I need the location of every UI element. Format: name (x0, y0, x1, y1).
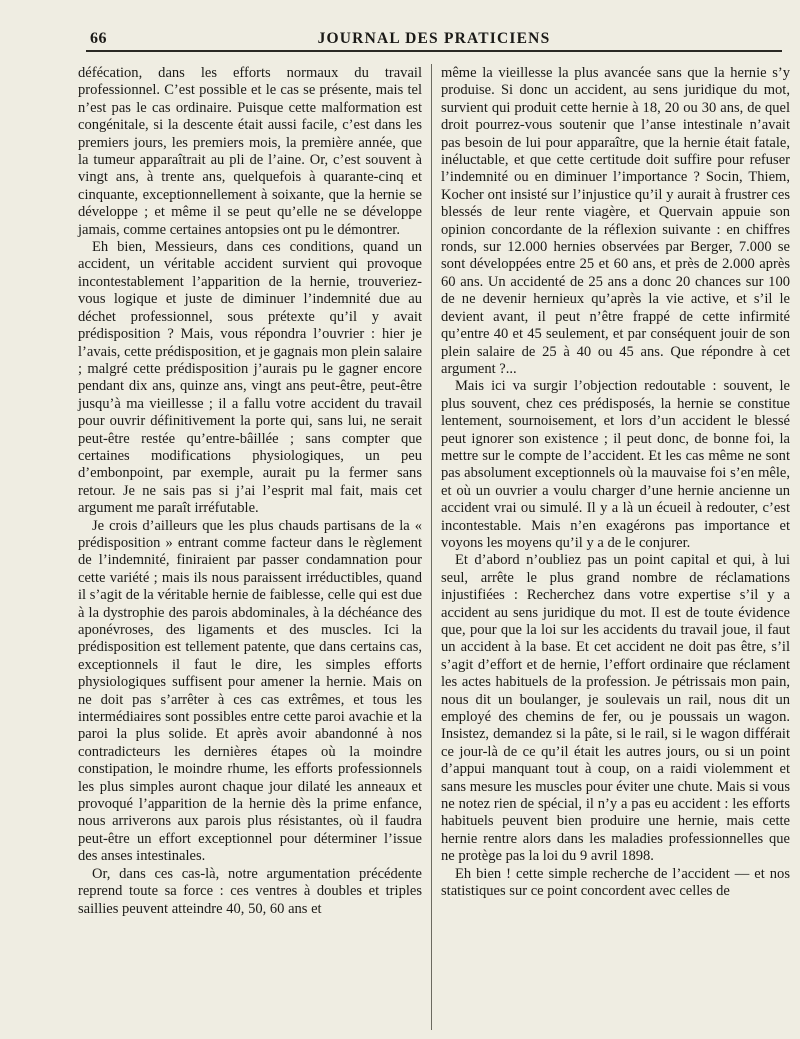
paragraph: Mais ici va surgir l’objection redoutable : souvent, le plus souvent, chez ces prédisposés, la hernie se constitue lentement, sournoisement, et lors d’un accident le blessé peut ignorer son existence ; il peut donc, de bonne foi, la mettre sur le compte de l’accident. Et les cas même ne sont pas absolument exceptionnels où la mauvaise foi s’en mêle, et où un ouvrier a voulu charger d’une hernie ancienne un accident vrai ou simulé. Il y a là un écueil à redouter, c’est incontestable. Mais n’en exagérons pas importance et voyons les moyens qu’il y a de le conjurer. (441, 378, 790, 551)
paragraph: Or, dans ces cas-là, notre argumentation précédente reprend toute sa force : ces ventres à doubles et triples saillies peuvent atteindre 40, 50, 60 ans et (78, 865, 422, 917)
paragraph: Eh bien ! cette simple recherche de l’accident — et nos statistiques sur ce point concordent avec celles de (441, 865, 790, 900)
left-column (78, 65, 422, 918)
page-header (86, 28, 782, 52)
paragraph: Je crois d’ailleurs que les plus chauds partisans de la « prédisposition » entrant comme facteur dans le règlement de l’indemnité, finiraient par passer condamnation pour cette variété ; mais ils nous paraissent irréductibles, quand il s’agit de la véritable hernie de faiblesse, celle qui est due à la dystrophie des parois abdominales, à la déchéance des aponévroses, des ligaments et des muscles. Ici la prédisposition est tellement patente, que dans certains cas, exceptionnels il faut le dire, les simples efforts physiologiques suffisent pour amener la hernie. Mais on ne doit pas s’arrêter à ces cas extrêmes, et tous les intermédiaires sont possibles entre cette paroi avachie et la paroi la plus solide. Et après avoir abandonné à nos contradicteurs les dernières étapes où la moindre constipation, le moindre rhume, les efforts professionnels les plus simples auront chaque jour dilaté les anneaux et provoqué l’apparition de la hernie dès la prime enfance, nous arriverons aux parois plus résistantes, où il faudra peut-être un effort exceptionnel pour déterminer l’issue des anses intestinales. (78, 517, 422, 865)
paragraph: Eh bien, Messieurs, dans ces conditions, quand un accident, un véritable accident survient qui provoque incontestablement l’apparition de la hernie, trouveriez-vous logique et juste de diminuer l’indemnité due au déchet professionnel, sous prétexte qu’il y avait prédisposition ? Mais, vous répondra l’ouvrier : hier je l’avais, cette prédisposition, et je gagnais mon plein salaire ; malgré cette prédisposition j’aurais pu le gagner encore pendant dix ans, quinze ans, vingt ans peut-être, peut-être jusqu’à ma vieillesse ; il a fallu votre accident du travail pour ouvrir définitivement la porte qui, sans lui, ne serait peut-être restée qu’entre-bâillée ; sans compter que certaines modifications physiologiques, un peu d’embonpoint, par exemple, aurait pu la fermer sans retour. Je ne sais pas si j’ai l’esprit mal fait, mais cet argument me paraît irréfutable. (78, 239, 422, 517)
page-number: 66 (90, 30, 107, 47)
column-divider (431, 64, 432, 1030)
paragraph: défécation, dans les efforts normaux du travail professionnel. C’est possible et le cas se présente, mais tel n’est pas le cas ordinaire. Puisque cette malformation est congénitale, si la descente était aussi facile, c’est dans les premiers jours, les premiers mois, la première année, que la tumeur apparaîtrait au pli de l’aine. Or, c’est souvent à vingt ans, à trente ans, quelquefois à quarante-cinq et cinquante, exceptionnellement à soixante, que la hernie se développe ; et même il se peut qu’elle ne se développe jamais, comme certaines antopsies ont pu le démontrer. (78, 65, 422, 238)
paragraph: même la vieillesse la plus avancée sans que la hernie s’y produise. Si donc un accident, au sens juridique du mot, survient qui produit cette hernie à 18, 20 ou 30 ans, de quel droit pourrez-vous soutenir que l’anse intestinale n’avait pas besoin de lui pour apparaître, que la hernie était fatale, inéluctable, et que cette certitude doit suffire pour refuser l’indemnité ou en diminuer l’importance ? Socin, Thiem, Kocher ont insisté sur l’injustice qu’il y aurait à frustrer ces blessés de leur rente viagère, et Quervain appuie son opinion concordante de la réflexion suivante : en chiffres ronds, sur 12.000 hernies observées par Berger, 7.000 se sont développées entre 25 et 60 ans, et près de 2.000 après 60 ans. Un accidenté de 25 ans a donc 20 chances sur 100 de ne devenir hernieux qu’après la vie active, et s’il le devient avant, il peut n’être frappé de cette infirmité qu’entre 40 et 45 seulement, et par conséquent jouir de son plein salaire de 25 à 40 ou 45 ans. Que répondre à cet argument ?... (441, 65, 790, 377)
paragraph: Et d’abord n’oubliez pas un point capital et qui, à lui seul, arrête le plus grand nombre de réclamations injustifiées : Recherchez dans votre expertise s’il y a accident au sens juridique du mot. Il est de toute évidence que, pour que la loi sur les accidents du travail joue, il faut un accident à la base. Et cet accident ne doit pas être, s’il s’agit d’effort et de hernie, l’effort ordinaire que réclament les actes habituels de la profession. Je pétrissais mon pain, nous dit un boulanger, je soulevais un rail, nous dit un employé des chemins de fer, ou je poussais un wagon. Insistez, demandez si la pâte, si le rail, si le wagon différait ce jour-là de ce qu’il était les autres jours, ou si un point d’appui manquant tout à coup, on a raidi violemment et sans mesure les muscles pour éviter une chute. Mais si vous ne notez rien de spécial, il n’y a pas eu accident : les efforts habituels peuvent bien produire une hernie, mais cette hernie rentre alors dans les maladies professionnelles que ne protège pas la loi du 9 avril 1898. (441, 552, 790, 865)
right-column (441, 65, 790, 901)
journal-title: JOURNAL DES PRATICIENS (317, 30, 551, 47)
